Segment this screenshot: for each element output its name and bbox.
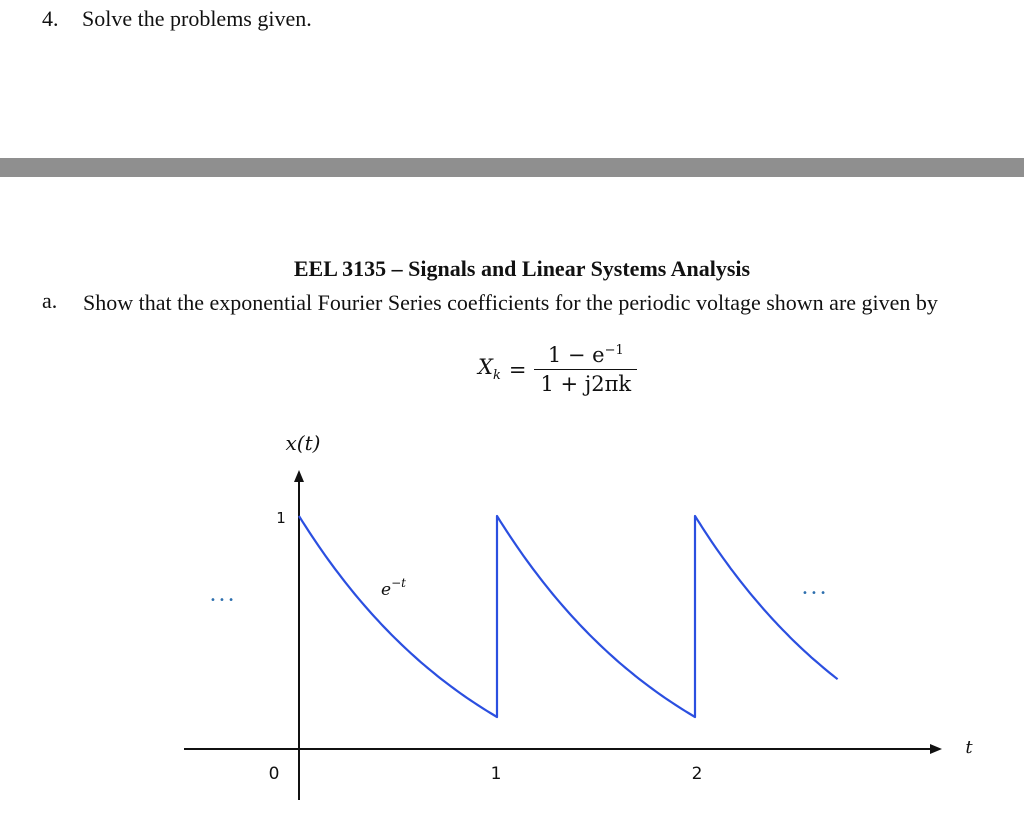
curve-label: [381, 576, 406, 600]
left-ellipsis: • • •: [209, 595, 235, 606]
formula-lhs-symbol: X: [478, 355, 493, 380]
x-tick-label-1: 1: [490, 764, 502, 784]
right-ellipsis: • • •: [801, 588, 827, 599]
page-divider: [0, 158, 1024, 177]
x-axis-arrow: [930, 744, 942, 754]
problem-text: Solve the problems given.: [82, 6, 312, 31]
part-a-label: a.: [42, 288, 58, 313]
formula-numerator-base: 1 − e: [547, 343, 605, 367]
problem-heading: [42, 6, 312, 32]
formula-fraction: [534, 343, 637, 396]
x-tick-label-0: 0: [268, 764, 280, 784]
signal-curve: [299, 516, 838, 717]
problem-number: 4.: [42, 6, 59, 31]
y-tick-label-1: 1: [276, 509, 286, 527]
x-tick-label-2: 2: [691, 764, 703, 784]
formula-numerator: [542, 343, 630, 369]
curve-label-exponent: −t: [391, 576, 406, 590]
y-axis-arrow: [294, 470, 304, 482]
fourier-coefficient-formula: [478, 343, 637, 396]
signal-plot: [0, 420, 1024, 821]
y-axis-label: x(t): [285, 431, 321, 455]
formula-numerator-exponent: −1: [604, 343, 624, 358]
course-title: EEL 3135 – Signals and Linear Systems Analysis: [293, 256, 751, 281]
part-a-text: Show that the exponential Fourier Series coefficients for the periodic voltage shown are given by: [83, 290, 938, 315]
curve-label-base: e: [381, 580, 392, 600]
x-axis-label: t: [965, 737, 973, 758]
formula-lhs-subscript: k: [492, 368, 501, 384]
formula-equals: =: [508, 357, 527, 382]
formula-lhs: [478, 355, 501, 383]
formula-denominator: 1 + j2πk: [540, 372, 632, 396]
